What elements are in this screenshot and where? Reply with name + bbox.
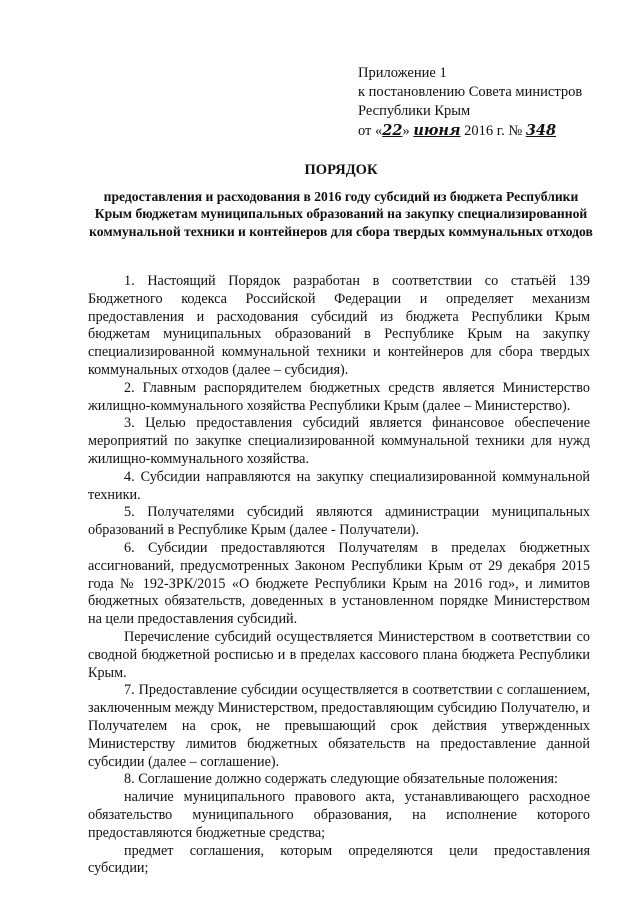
appendix-republic: Республики Крым — [358, 103, 471, 119]
resolution-number-handwritten: 348 — [525, 122, 557, 139]
paragraph-8: 8. Соглашение должно содержать следующие обязательные положения: — [124, 771, 558, 788]
paragraph-7: 7. Предоставление субсидии осуществляется в соответствии с соглашением, заключенным между Министерством, предоставляющим субсидию Получателю, и Получателем на срок, не превышающий срок действия утвержденных Министерству лимитов бюджетных обязательств на предоставление данной субсидии (далее – соглашение). — [88, 682, 590, 770]
title-heading: ПОРЯДОК — [304, 162, 378, 178]
date-prefix: от « — [358, 123, 383, 139]
appendix-date-line — [358, 121, 628, 141]
paragraph-8-item-2: предмет соглашения, которым определяются цели предоставления субсидии; — [88, 842, 590, 877]
paragraph-8-item-1: наличие муниципального правового акта, устанавливающего расходное обязательство муниципального образования, на исполнение которого предоставляются бюджетные средства; — [88, 789, 590, 841]
document-body — [88, 273, 590, 878]
paragraph-1: 1. Настоящий Порядок разработан в соответствии со статьёй 139 Бюджетного кодекса Российской Федерации и определяет механизм предоставления и расходования субсидий из бюджета Республики Крым бюджетам муниципальных образований в Республике Крым на закупку специализированной коммунальной техники и контейнеров для сбора твердых коммунальных отходов (далее – субсидия). — [88, 273, 590, 378]
date-day-handwritten: 22 — [382, 122, 403, 139]
appendix-title: Приложение 1 — [358, 65, 447, 81]
appendix-resolution: к постановлению Совета министров — [358, 84, 583, 100]
date-separator: » — [402, 123, 410, 139]
paragraph-6-transfer: Перечисление субсидий осуществляется Министерством в соответствии со сводной бюджетной росписью и в пределах кассового плана бюджета Республики Крым. — [88, 628, 590, 681]
document-title — [88, 162, 594, 240]
date-month-handwritten: июня — [413, 122, 461, 139]
date-year: 2016 г. № — [464, 123, 523, 139]
title-subtitle: предоставления и расходования в 2016 году субсидий из бюджета Республики Крым бюджетам муниципальных образований на закупку специализированной коммунальной техники и контейнеров для сбора твердых коммунальных отходов — [89, 188, 593, 239]
appendix-block — [358, 64, 628, 141]
paragraph-3: 3. Целью предоставления субсидий является финансовое обеспечение мероприятий по закупке специализированной коммунальной техники для нужд жилищно-коммунального хозяйства. — [88, 415, 590, 467]
paragraph-5: 5. Получателями субсидий являются администрации муниципальных образований в Республике Крым (далее - Получатели). — [88, 504, 590, 539]
paragraph-2: 2. Главным распорядителем бюджетных средств является Министерство жилищно-коммунального хозяйства Республики Крым (далее – Министерство). — [88, 379, 590, 414]
paragraph-4: 4. Субсидии направляются на закупку специализированной коммунальной техники. — [88, 468, 590, 503]
paragraph-6: 6. Субсидии предоставляются Получателям в пределах бюджетных ассигнований, предусмотренных Законом Республики Крым от 29 декабря 2015 года № 192-ЗРК/2015 «О бюджете Республики Крым на 2016 год», и лимитов бюджетных обязательств, доведенных в установленном порядке Министерством на цели предоставления субсидий. — [88, 539, 590, 628]
